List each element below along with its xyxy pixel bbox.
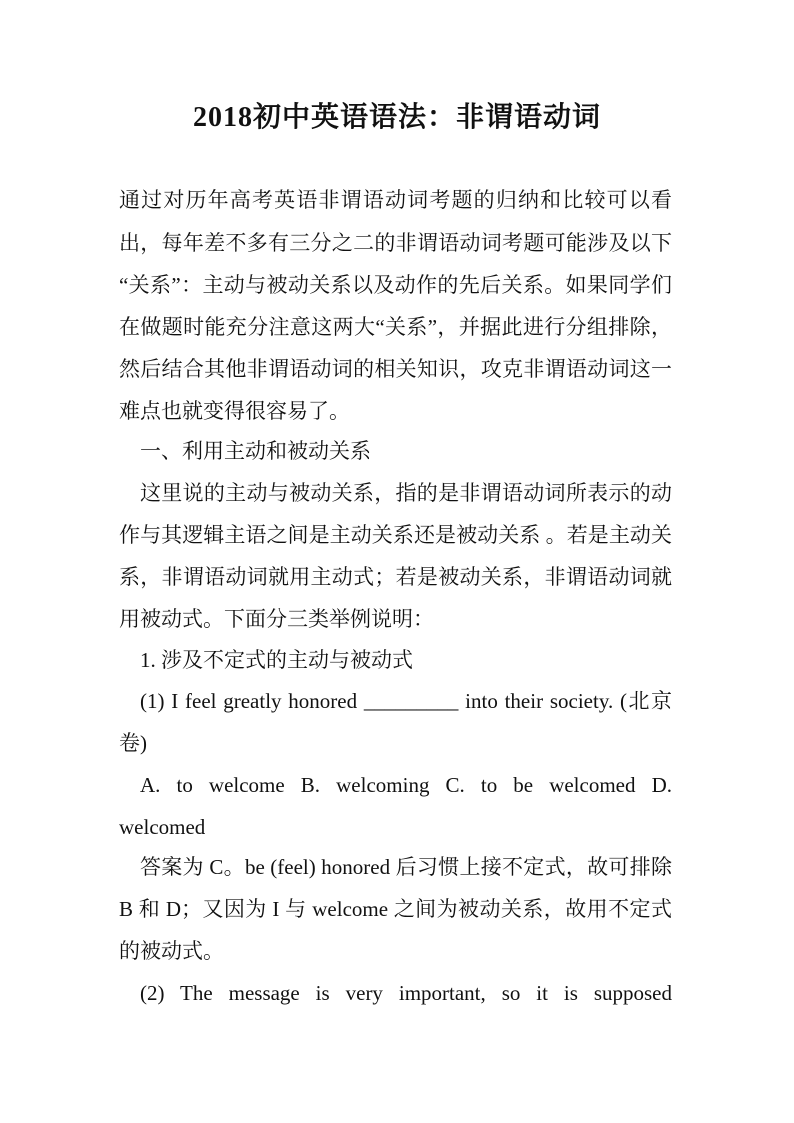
subsection-heading: 1. 涉及不定式的主动与被动式 [140, 648, 413, 672]
options-line: welcomed [119, 815, 206, 839]
options-line: A. to welcome B. welcoming C. to be welcomed D. [140, 773, 672, 797]
question-line: (1) I feel greatly honored _________ into their society. (北京 [140, 689, 672, 713]
question-line: (2) The message is very important, so it is supposed [140, 981, 672, 1005]
paragraph-line: 作与其逻辑主语之间是主动关系还是被动关系 。若是主动关 [119, 523, 672, 547]
paragraph-line: “关系”：主动与被动关系以及动作的先后关系。如果同学们 [119, 273, 672, 297]
paragraph-line: 系，非谓语动词就用主动式；若是被动关系，非谓语动词就 [119, 565, 672, 589]
paragraph-line: 用被动式。下面分三类举例说明： [119, 607, 434, 631]
paragraph-line: 在做题时能充分注意这两大“关系”，并据此进行分组排除， [119, 315, 672, 339]
section-heading: 一、利用主动和被动关系 [140, 439, 371, 463]
paragraph-line: 难点也就变得很容易了。 [119, 399, 350, 423]
paragraph-line: 这里说的主动与被动关系，指的是非谓语动词所表示的动 [140, 481, 672, 505]
answer-line: 的被动式。 [119, 939, 224, 963]
paragraph-line: 出，每年差不多有三分之二的非谓语动词考题可能涉及以下 [119, 231, 672, 255]
answer-line: 答案为 C。be (feel) honored 后习惯上接不定式，故可排除 [140, 855, 672, 879]
answer-line: B 和 D；又因为 I 与 welcome 之间为被动关系，故用不定式 [119, 897, 672, 921]
paragraph-line: 然后结合其他非谓语动词的相关知识，攻克非谓语动词这一 [119, 357, 672, 381]
question-line: 卷) [119, 731, 147, 755]
paragraph-line: 通过对历年高考英语非谓语动词考题的归纳和比较可以看 [119, 188, 672, 212]
page-title: 2018初中英语语法：非谓语动词 [192, 102, 601, 133]
